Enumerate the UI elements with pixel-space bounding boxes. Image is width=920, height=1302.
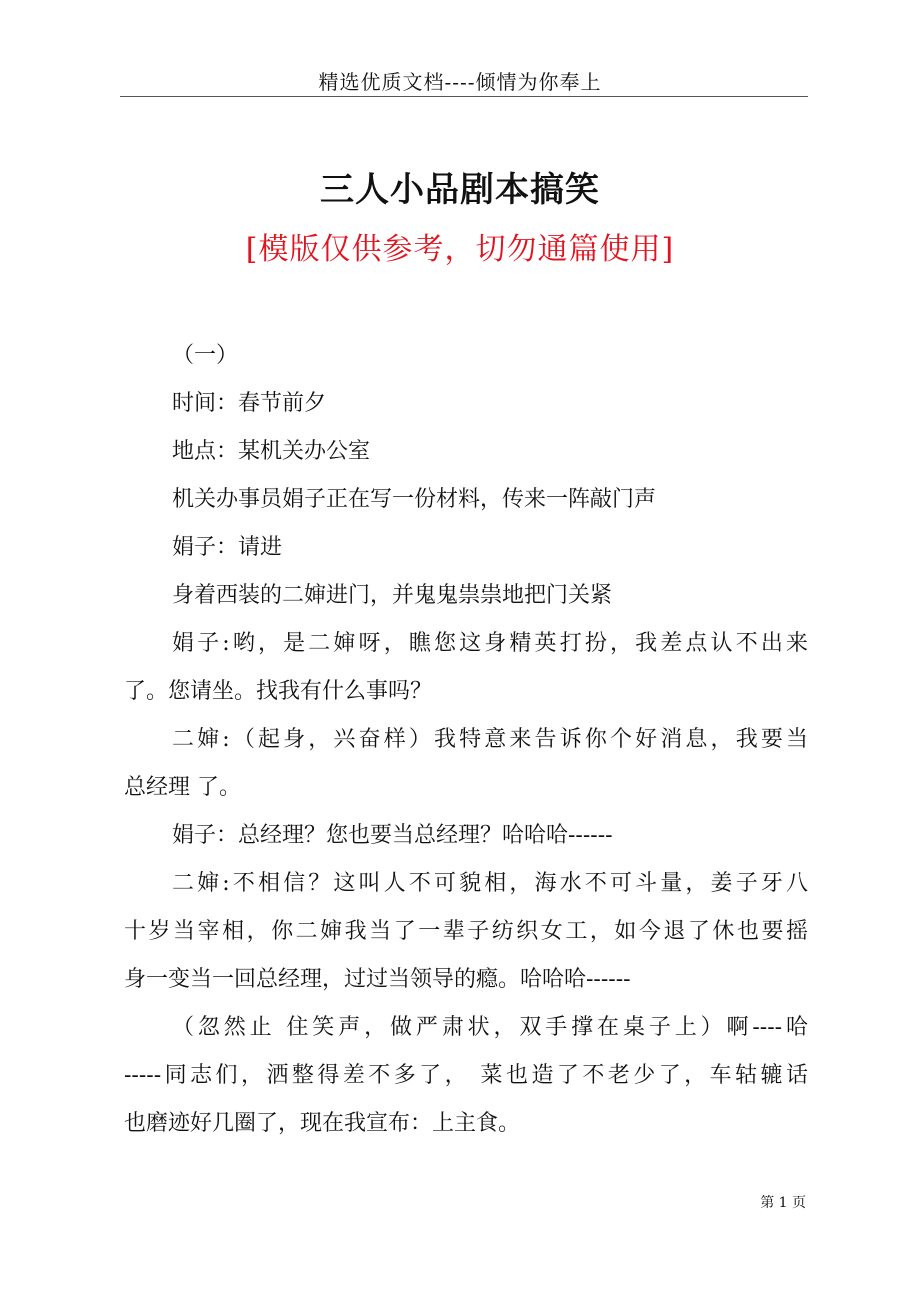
text-line: 了。您请坐。找我有什么事吗？ [124, 679, 433, 704]
text-line: （忽然止 住笑声，做严肃状，双手撑在桌子上）啊----哈 [172, 1015, 808, 1040]
header-divider [120, 96, 808, 97]
text-line: 也磨迹好几圈了，现在我宣布：上主食。 [124, 1111, 521, 1136]
text-line: （一） [172, 343, 239, 368]
page-header: 精选优质文档----倾情为你奉上 [318, 70, 602, 94]
text-line: 二婶:不相信？这叫人不可貌相，海水不可斗量，姜子牙八 [172, 871, 808, 896]
text-line: 身着西装的二婶进门，并鬼鬼祟祟地把门关紧 [172, 583, 613, 608]
text-line: 娟子:哟，是二婶呀，瞧您这身精英打扮，我差点认不出来 [172, 631, 808, 656]
document-title: 三人小品剧本搞笑 [320, 170, 600, 210]
text-line: 时间：春节前夕 [172, 391, 327, 416]
text-line: 身一变当一回总经理，过过当领导的瘾。哈哈哈------ [124, 967, 631, 992]
text-line: 地点：某机关办公室 [172, 439, 371, 464]
page-number: 第 1 页 [760, 1195, 806, 1211]
text-line: 机关办事员娟子正在写一份材料，传来一阵敲门声 [172, 487, 657, 512]
document-subtitle: [模版仅供参考，切勿通篇使用] [245, 232, 675, 267]
text-line: 十岁当宰相，你二婶我当了一辈子纺织女工，如今退了休也要摇 [124, 919, 808, 944]
text-line: -----同志们，洒整得差不多了， 菜也造了不老少了，车轱辘话 [124, 1063, 808, 1088]
text-line: 娟子：总经理？您也要当总经理？哈哈哈------ [172, 823, 613, 848]
document-body [124, 338, 808, 1154]
text-line: 二婶:（起身，兴奋样）我特意来告诉你个好消息，我要当 [172, 727, 808, 752]
text-line: 总经理 了。 [124, 775, 241, 800]
text-line: 娟子：请进 [172, 535, 283, 560]
